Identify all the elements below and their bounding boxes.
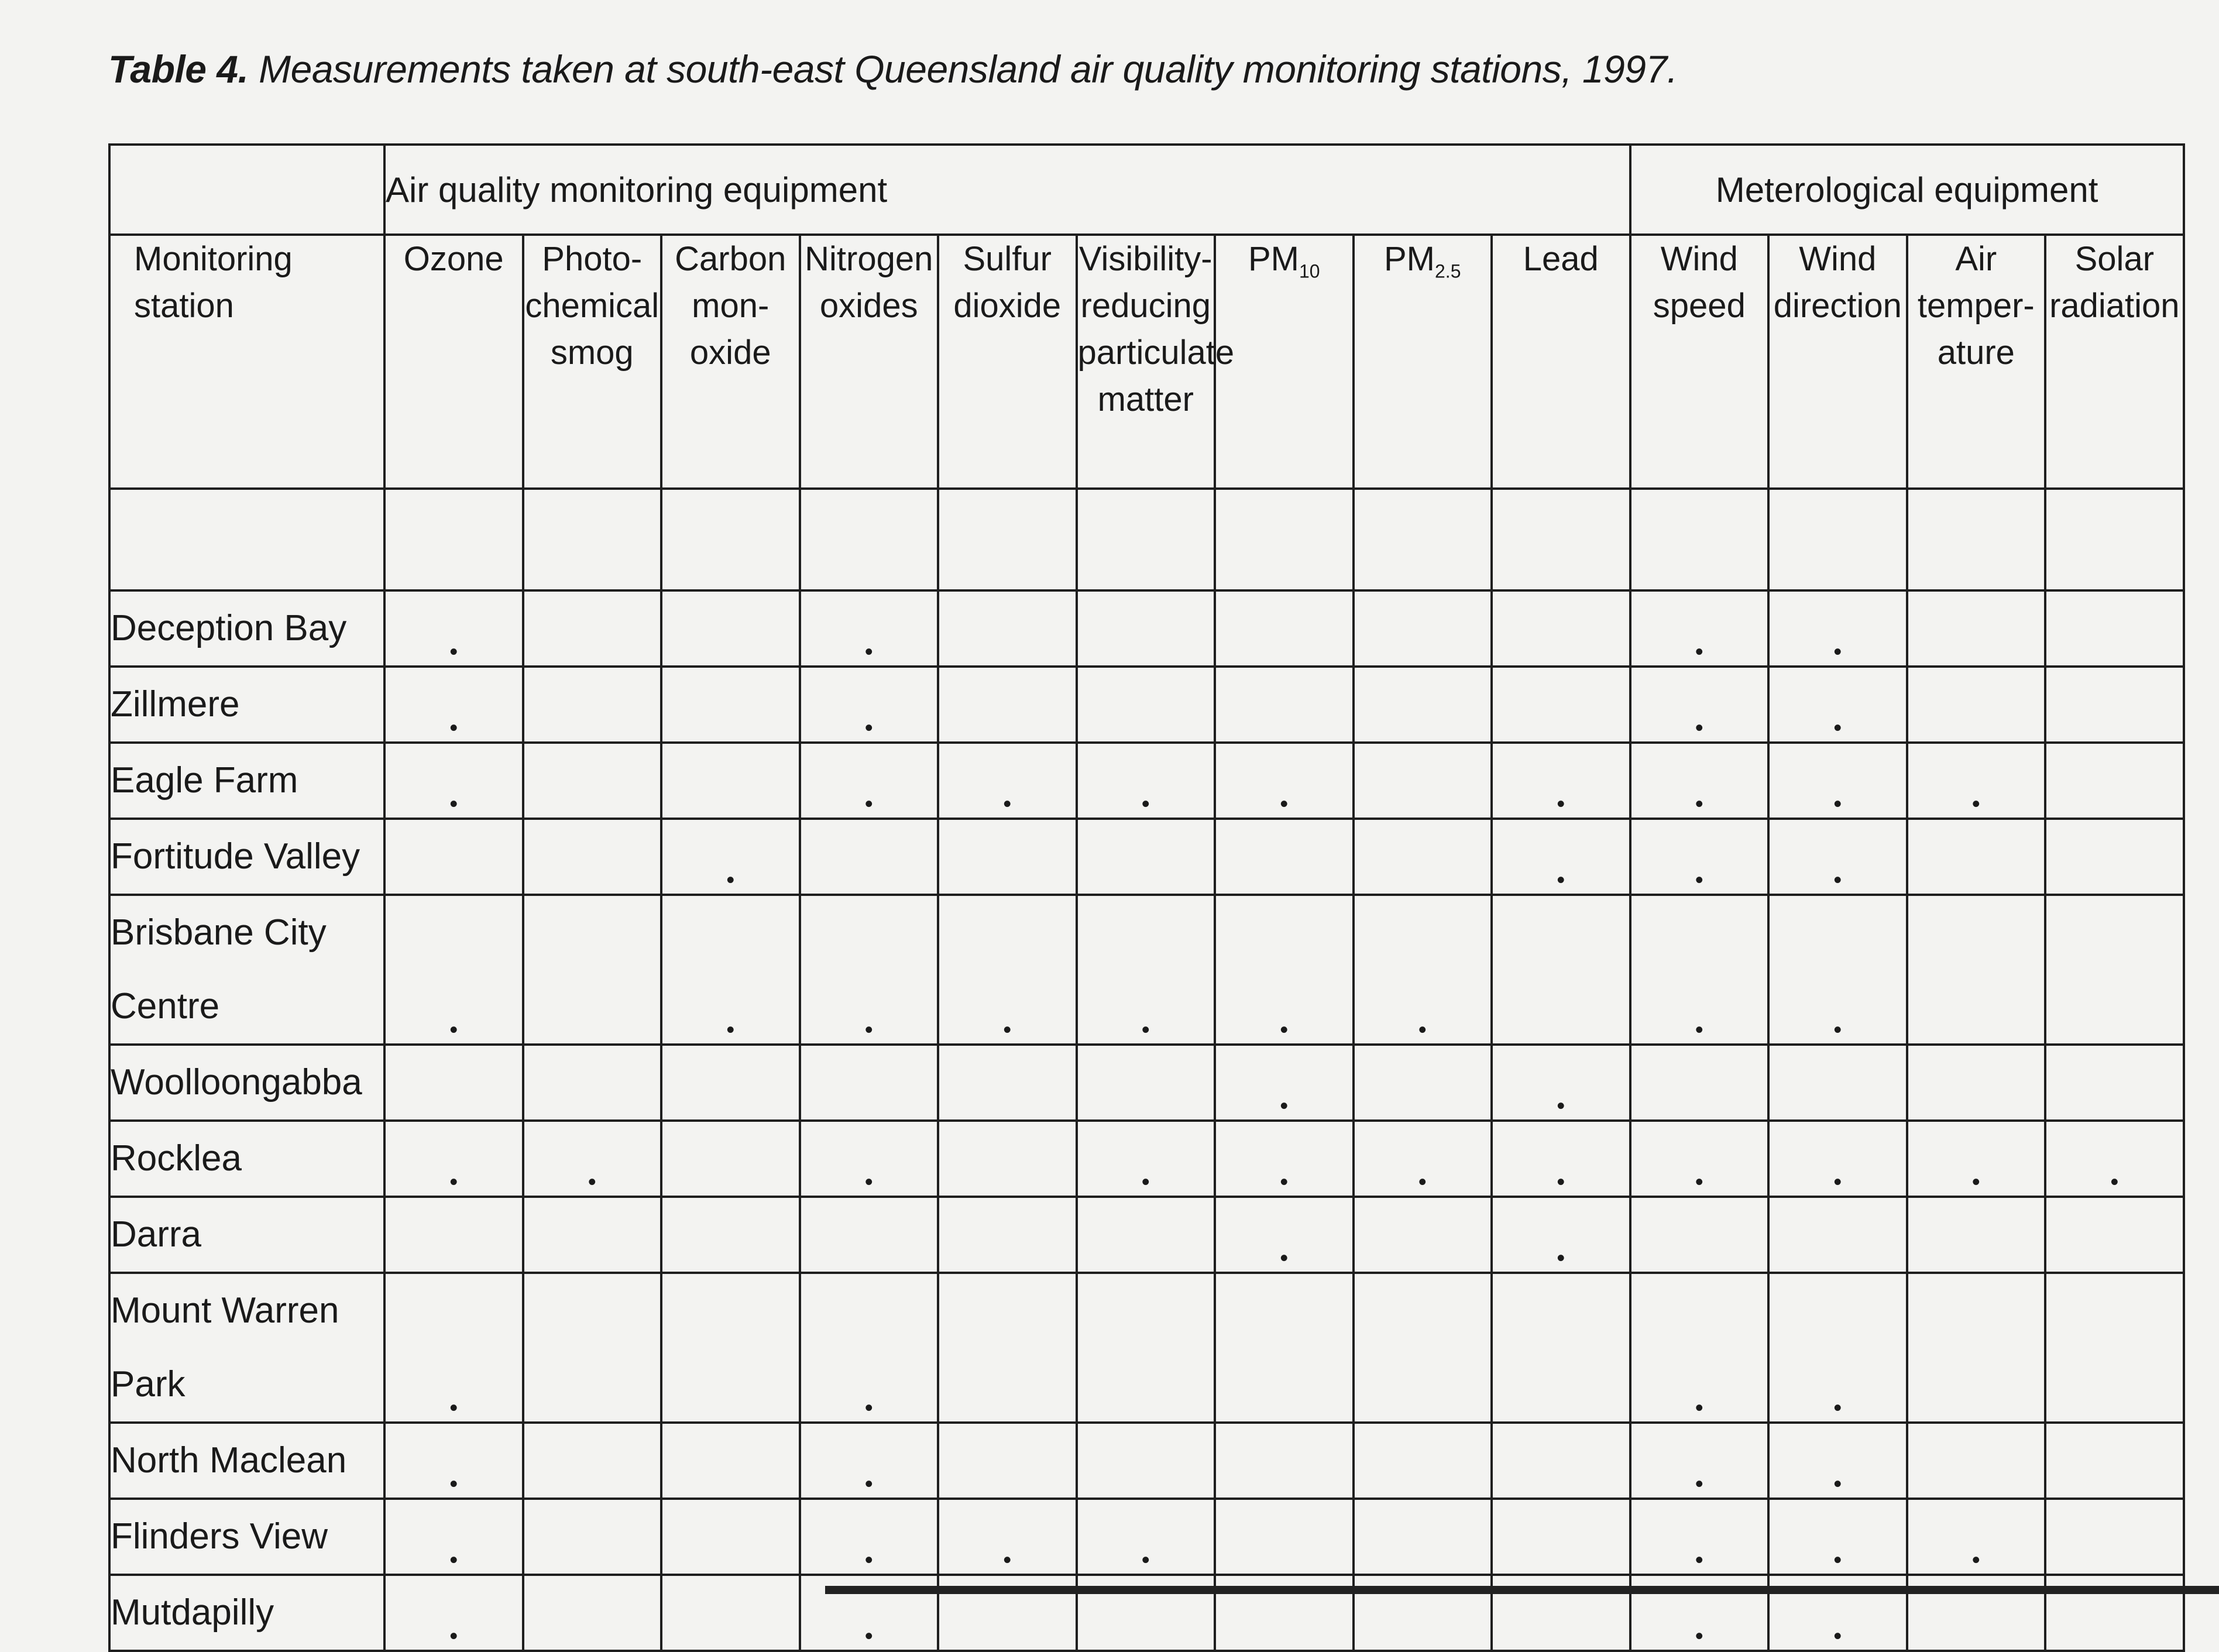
column-header	[1354, 235, 1492, 489]
empty-cell	[1215, 489, 1354, 590]
measurement-dot: •	[384, 1273, 523, 1423]
measurement-dot: •	[1768, 1575, 1907, 1651]
empty-cell	[523, 590, 662, 667]
column-header-line: Lead	[1523, 240, 1599, 278]
column-header-line: oxide	[689, 334, 771, 372]
measurement-dot: •	[1768, 590, 1907, 667]
measurement-dot: •	[384, 1423, 523, 1499]
measurement-dot: •	[1630, 590, 1769, 667]
station-name: Deception Bay	[111, 608, 347, 648]
column-header	[1630, 235, 1769, 489]
empty-cell	[523, 667, 662, 743]
empty-cell	[1492, 667, 1630, 743]
empty-cell	[1354, 489, 1492, 590]
column-header-line: radiation	[2049, 287, 2180, 325]
empty-cell	[1215, 1499, 1354, 1575]
empty-cell	[523, 819, 662, 895]
station-name: Woolloongabba	[111, 1062, 362, 1103]
empty-cell	[1077, 1197, 1215, 1273]
empty-cell	[2045, 895, 2184, 1045]
empty-cell	[1907, 1197, 2046, 1273]
empty-cell	[661, 489, 800, 590]
empty-cell	[1907, 590, 2046, 667]
station-name: Brisbane City	[111, 912, 327, 953]
station-name: Centre	[111, 986, 220, 1026]
measurement-dot: •	[384, 667, 523, 743]
column-header-line: smog	[550, 334, 634, 372]
table-row	[109, 1121, 2184, 1197]
column-header-line: Solar	[2074, 240, 2155, 278]
station-column-header	[109, 235, 384, 489]
column-header	[523, 235, 662, 489]
column-header-line: particulate	[1077, 334, 1235, 372]
empty-cell	[800, 819, 939, 895]
empty-cell	[2045, 1273, 2184, 1423]
measurement-dot: •	[1907, 743, 2046, 819]
station-name-cell	[109, 743, 384, 819]
column-header-line: reducing	[1080, 287, 1211, 325]
table-row	[109, 1045, 2184, 1121]
empty-cell	[1077, 819, 1215, 895]
measurement-dot: •	[800, 1499, 939, 1575]
empty-cell	[1907, 1273, 2046, 1423]
empty-cell	[523, 1045, 662, 1121]
column-header-line: Air	[1955, 240, 1997, 278]
measurement-dot: •	[800, 895, 939, 1045]
table-row	[109, 1197, 2184, 1273]
empty-cell	[1907, 1423, 2046, 1499]
empty-cell	[1492, 1273, 1630, 1423]
column-header	[1215, 235, 1354, 489]
measurement-dot: •	[1077, 1121, 1215, 1197]
column-header-row	[109, 235, 2184, 489]
empty-cell	[1907, 1045, 2046, 1121]
column-header-line: speed	[1653, 287, 1746, 325]
column-header	[661, 235, 800, 489]
station-name-cell	[109, 1499, 384, 1575]
station-name: Flinders View	[111, 1516, 328, 1557]
empty-cell	[800, 489, 939, 590]
empty-cell	[1492, 1423, 1630, 1499]
measurement-dot: •	[1354, 895, 1492, 1045]
measurement-dot: •	[1630, 1273, 1769, 1423]
empty-cell	[1492, 895, 1630, 1045]
empty-cell	[661, 1423, 800, 1499]
empty-cell	[523, 1197, 662, 1273]
empty-cell	[938, 1423, 1077, 1499]
measurement-dot: •	[1630, 743, 1769, 819]
measurement-dot: •	[2045, 1121, 2184, 1197]
empty-cell	[1077, 489, 1215, 590]
measurement-dot: •	[1768, 819, 1907, 895]
empty-cell	[2045, 667, 2184, 743]
station-name: Fortitude Valley	[111, 836, 360, 877]
empty-cell	[661, 1197, 800, 1273]
empty-cell	[661, 1045, 800, 1121]
column-header-line: dioxide	[953, 287, 1062, 325]
empty-cell	[661, 590, 800, 667]
column-header-line: ature	[1937, 334, 2015, 372]
empty-cell	[800, 1197, 939, 1273]
station-name: Mutdapilly	[111, 1592, 274, 1633]
empty-cell	[1215, 1273, 1354, 1423]
column-header	[938, 235, 1077, 489]
meteorological-group-header: Meterological equipment	[1630, 145, 2184, 235]
empty-cell	[384, 1197, 523, 1273]
table-number: Table 4.	[108, 47, 249, 91]
empty-cell	[523, 1423, 662, 1499]
measurement-dot: •	[384, 1121, 523, 1197]
measurement-dot: •	[1907, 1499, 2046, 1575]
measurement-dot: •	[384, 895, 523, 1045]
station-name-cell	[109, 1423, 384, 1499]
empty-cell	[1077, 590, 1215, 667]
empty-cell	[523, 489, 662, 590]
column-header-line: matter	[1097, 380, 1194, 418]
empty-cell	[1354, 1045, 1492, 1121]
station-name-cell	[109, 1197, 384, 1273]
measurement-dot: •	[1907, 1121, 2046, 1197]
measurement-dot: •	[1077, 895, 1215, 1045]
empty-cell	[523, 743, 662, 819]
measurement-dot: •	[1630, 895, 1769, 1045]
empty-cell	[1215, 590, 1354, 667]
measurement-dot: •	[1215, 1045, 1354, 1121]
empty-cell	[1354, 667, 1492, 743]
air-quality-group-header: Air quality monitoring equipment	[384, 145, 1630, 235]
measurement-dot: •	[1492, 743, 1630, 819]
empty-cell	[523, 895, 662, 1045]
empty-cell	[1907, 667, 2046, 743]
measurement-dot: •	[1630, 1575, 1769, 1651]
empty-cell	[1077, 1423, 1215, 1499]
empty-cell	[661, 1273, 800, 1423]
measurement-dot: •	[1630, 819, 1769, 895]
empty-cell	[938, 1121, 1077, 1197]
empty-cell	[661, 1121, 800, 1197]
measurement-dot: •	[661, 895, 800, 1045]
empty-cell	[2045, 1197, 2184, 1273]
empty-cell	[1492, 590, 1630, 667]
empty-cell	[2045, 489, 2184, 590]
measurement-dot: •	[1630, 1499, 1769, 1575]
page-bottom-rule	[825, 1586, 2219, 1594]
empty-cell	[1354, 1273, 1492, 1423]
empty-cell	[1215, 819, 1354, 895]
measurement-dot: •	[1630, 667, 1769, 743]
measurement-dot: •	[523, 1121, 662, 1197]
empty-cell	[938, 667, 1077, 743]
empty-cell	[1215, 667, 1354, 743]
measurement-dot: •	[384, 1575, 523, 1651]
station-name: Park	[111, 1364, 186, 1404]
empty-cell	[1630, 1197, 1769, 1273]
station-name-cell	[109, 1045, 384, 1121]
measurement-dot: •	[384, 590, 523, 667]
empty-cell	[938, 1197, 1077, 1273]
measurement-dot: •	[1077, 1499, 1215, 1575]
measurement-dot: •	[800, 1273, 939, 1423]
measurement-dot: •	[1354, 1121, 1492, 1197]
measurement-dot: •	[1492, 1197, 1630, 1273]
station-name: Eagle Farm	[111, 760, 298, 801]
empty-cell	[2045, 819, 2184, 895]
measurement-dot: •	[1492, 1045, 1630, 1121]
column-header	[1077, 235, 1235, 489]
empty-cell	[938, 1273, 1077, 1423]
column-header-line: $PM_{10}$	[1248, 240, 1320, 282]
station-name: Rocklea	[111, 1138, 242, 1179]
empty-cell	[384, 1045, 523, 1121]
column-header	[1492, 235, 1630, 489]
table-row	[109, 819, 2184, 895]
empty-cell	[661, 1575, 800, 1651]
empty-cell	[938, 1045, 1077, 1121]
station-name: Mount Warren	[111, 1290, 339, 1331]
measurement-dot: •	[1492, 1121, 1630, 1197]
column-header-line: direction	[1773, 287, 1902, 325]
empty-cell	[1354, 1423, 1492, 1499]
empty-cell	[938, 819, 1077, 895]
column-header-line: chemical	[525, 287, 659, 325]
column-header	[1907, 235, 2046, 489]
empty-cell	[523, 1575, 662, 1651]
empty-cell	[523, 1273, 662, 1423]
empty-cell	[1354, 743, 1492, 819]
empty-cell	[1077, 667, 1215, 743]
empty-cell	[523, 1499, 662, 1575]
measurement-dot: •	[938, 1499, 1077, 1575]
measurement-dot: •	[1215, 895, 1354, 1045]
measurement-dot: •	[384, 1499, 523, 1575]
empty-cell	[1630, 489, 1769, 590]
measurement-dot: •	[800, 1423, 939, 1499]
measurement-dot: •	[938, 743, 1077, 819]
empty-cell	[1630, 1045, 1769, 1121]
empty-cell	[2045, 1423, 2184, 1499]
spacer-row	[109, 489, 2184, 590]
empty-cell	[2045, 1045, 2184, 1121]
measurement-dot: •	[1630, 1423, 1769, 1499]
station-name-cell	[109, 667, 384, 743]
station-name: Zillmere	[111, 684, 240, 724]
empty-cell	[661, 667, 800, 743]
empty-cell	[1354, 1499, 1492, 1575]
empty-cell	[1354, 819, 1492, 895]
empty-cell	[1768, 1045, 1907, 1121]
column-header-line: Photo-	[542, 240, 643, 278]
empty-cell	[2045, 590, 2184, 667]
column-header	[800, 235, 939, 489]
column-header	[384, 235, 523, 489]
measurement-dot: •	[1492, 819, 1630, 895]
station-name-cell	[109, 590, 384, 667]
empty-cell	[1768, 1197, 1907, 1273]
column-header-line: mon-	[692, 287, 770, 325]
empty-cell	[2045, 1499, 2184, 1575]
measurement-dot: •	[1768, 895, 1907, 1045]
empty-cell	[384, 819, 523, 895]
measurement-dot: •	[1630, 1121, 1769, 1197]
column-header-line: $PM_{2.5}$	[1384, 240, 1461, 282]
measurement-dot: •	[800, 743, 939, 819]
empty-cell	[1215, 1423, 1354, 1499]
empty-cell	[800, 1045, 939, 1121]
table-row	[109, 590, 2184, 667]
station-header-line: Monitoring	[134, 240, 293, 278]
empty-cell	[1907, 895, 2046, 1045]
station-name: North Maclean	[111, 1440, 347, 1481]
empty-cell	[1492, 489, 1630, 590]
station-name-cell	[109, 1121, 384, 1197]
table-caption	[108, 47, 1678, 91]
measurement-dot: •	[800, 590, 939, 667]
empty-cell	[1768, 489, 1907, 590]
table-body	[109, 489, 2184, 1651]
station-name: Darra	[111, 1214, 202, 1255]
station-name-cell	[109, 1273, 384, 1423]
measurement-dot: •	[938, 895, 1077, 1045]
table-row	[109, 1499, 2184, 1575]
column-header-line: oxides	[819, 287, 918, 325]
empty-cell	[1354, 1197, 1492, 1273]
empty-cell	[384, 489, 523, 590]
table-row	[109, 1423, 2184, 1499]
table-row	[109, 667, 2184, 743]
empty-cell	[1077, 1273, 1215, 1423]
measurement-dot: •	[800, 667, 939, 743]
column-header-line: Wind	[1799, 240, 1877, 278]
empty-cell	[1907, 489, 2046, 590]
measurement-dot: •	[1768, 1499, 1907, 1575]
empty-cell	[2045, 743, 2184, 819]
column-header-line: Carbon	[675, 240, 786, 278]
table-row	[109, 743, 2184, 819]
table-row	[109, 1273, 2184, 1423]
empty-cell	[1077, 1045, 1215, 1121]
measurement-dot: •	[1215, 1197, 1354, 1273]
column-header	[2045, 235, 2184, 489]
empty-cell	[109, 489, 384, 590]
measurement-dot: •	[384, 743, 523, 819]
measurement-dot: •	[661, 819, 800, 895]
column-header-line: Sulfur	[963, 240, 1052, 278]
empty-cell	[1492, 1499, 1630, 1575]
measurement-dot: •	[1768, 667, 1907, 743]
column-header-line: temper-	[1917, 287, 2035, 325]
group-header-row	[109, 145, 2184, 235]
column-header	[1768, 235, 1907, 489]
monitoring-table	[108, 143, 2185, 1652]
empty-cell	[938, 489, 1077, 590]
measurement-dot: •	[1768, 1121, 1907, 1197]
table-row	[109, 895, 2184, 1045]
measurement-dot: •	[1768, 743, 1907, 819]
station-header-line: station	[134, 287, 234, 325]
measurement-dot: •	[800, 1121, 939, 1197]
empty-cell	[938, 590, 1077, 667]
measurement-dot: •	[1768, 1273, 1907, 1423]
measurement-dot: •	[1215, 1121, 1354, 1197]
empty-cell	[661, 1499, 800, 1575]
station-name-cell	[109, 1575, 384, 1651]
column-header-line: Visibility-	[1078, 240, 1212, 278]
station-name-cell	[109, 895, 384, 1045]
measurement-dot: •	[1077, 743, 1215, 819]
blank-corner-cell	[109, 145, 384, 235]
empty-cell	[1907, 819, 2046, 895]
column-header-line: Nitrogen	[805, 240, 933, 278]
table-title: Measurements taken at south-east Queensland air quality monitoring stations, 1997.	[259, 47, 1678, 91]
measurement-dot: •	[800, 1575, 939, 1651]
measurement-dot: •	[1215, 743, 1354, 819]
empty-cell	[661, 743, 800, 819]
column-header-line: Wind	[1660, 240, 1738, 278]
empty-cell	[1354, 590, 1492, 667]
measurement-dot: •	[1768, 1423, 1907, 1499]
station-name-cell	[109, 819, 384, 895]
column-header-line: Ozone	[403, 240, 504, 278]
